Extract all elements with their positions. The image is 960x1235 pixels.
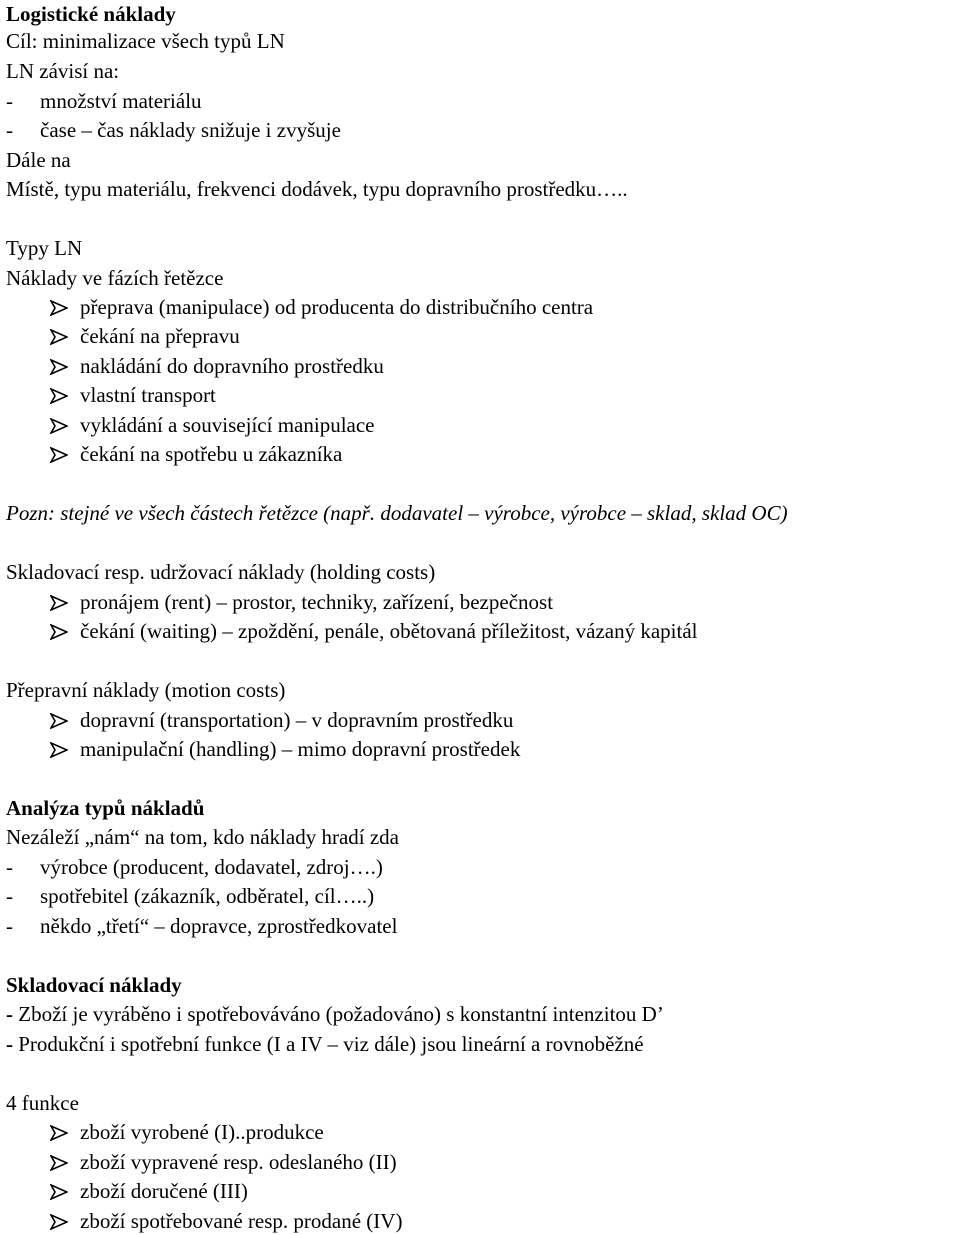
further-line: Dále na [6,148,71,172]
arrowhead-bullet-icon [50,418,68,434]
list-item-text: vykládání a související manipulace [80,413,375,437]
depends-line: LN závisí na: [6,59,120,83]
arrow-list-item [46,293,906,321]
heading-typy-ln: Typy LN [6,236,83,260]
list-item-text: dopravní (transportation) – v dopravním prostředku [80,708,514,732]
list-item-text: množství materiálu [40,89,202,113]
dash-marker: - [6,1032,19,1056]
heading-logisticke-naklady: Logistické náklady [6,2,176,26]
who-pays-line: Nezáleží „nám“ na tom, kdo náklady hradí zda [6,825,399,849]
arrowhead-bullet-icon [50,1125,68,1141]
dash-marker: - [6,118,13,142]
arrow-list-item [46,1177,906,1205]
dash-marker: - [6,884,13,908]
phases-line: Náklady ve fázích řetězce [6,266,224,290]
note-line: Pozn: stejné ve všech částech řetězce (např. dodavatel – výrobce, výrobce – sklad, sklad OC) [6,501,788,525]
arrow-list-item [46,322,906,350]
dash-marker: - [6,1002,19,1026]
dash-marker: - [6,914,13,938]
assumption-line-1 [6,1000,664,1028]
assumption-text: Zboží je vyráběno i spotřebováváno (požadováno) s konstantní intenzitou D’ [18,1002,664,1026]
arrow-list-item [46,1207,906,1235]
dash-marker: - [6,89,13,113]
list-item-text: manipulační (handling) – mimo dopravní prostředek [80,737,521,761]
arrowhead-bullet-icon [50,1184,68,1200]
arrow-list-item [46,706,906,734]
list-item-text: zboží vypravené resp. odeslaného (II) [80,1150,397,1174]
heading-analyza: Analýza typů nákladů [6,796,205,820]
arrow-list-item [46,1148,906,1176]
assumption-line-2 [6,1030,644,1058]
four-functions-line: 4 funkce [6,1091,79,1115]
arrow-list-item [46,1118,906,1146]
list-item-text: přeprava (manipulace) od producenta do distribučního centra [80,295,594,319]
arrow-list-item [46,411,906,439]
list-item-text: zboží vyrobené (I)..produkce [80,1120,324,1144]
arrowhead-bullet-icon [50,595,68,611]
arrowhead-bullet-icon [50,329,68,345]
list-item-text: vlastní transport [80,383,216,407]
goal-line: Cíl: minimalizace všech typů LN [6,29,285,53]
list-item-text: někdo „třetí“ – dopravce, zprostředkovatel [40,914,398,938]
place-line: Místě, typu materiálu, frekvenci dodávek, typu dopravního prostředku….. [6,177,628,201]
motion-costs-line: Přepravní náklady (motion costs) [6,678,286,702]
arrow-list-item [46,352,906,380]
arrowhead-bullet-icon [50,1214,68,1230]
arrowhead-bullet-icon [50,1155,68,1171]
list-item-text: zboží spotřebované resp. prodané (IV) [80,1209,403,1233]
arrowhead-bullet-icon [50,742,68,758]
assumption-text: Produkční i spotřební funkce (I a IV – viz dále) jsou lineární a rovnoběžné [18,1032,644,1056]
list-item-text: výrobce (producent, dodavatel, zdroj….) [40,855,383,879]
holding-costs-line: Skladovací resp. udržovací náklady (holding costs) [6,560,436,584]
arrow-list-item [46,735,906,763]
arrow-list-item [46,381,906,409]
list-item-text: zboží doručené (III) [80,1179,248,1203]
arrow-list-item [46,617,906,645]
list-item-text: spotřebitel (zákazník, odběratel, cíl…..) [40,884,375,908]
arrow-list-item [46,588,906,616]
arrowhead-bullet-icon [50,447,68,463]
arrowhead-bullet-icon [50,713,68,729]
list-item-text: pronájem (rent) – prostor, techniky, zařízení, bezpečnost [80,590,554,614]
arrowhead-bullet-icon [50,300,68,316]
list-item-text: nakládání do dopravního prostředku [80,354,384,378]
heading-skladovaci: Skladovací náklady [6,973,182,997]
list-item-text: čekání (waiting) – zpoždění, penále, obětovaná příležitost, vázaný kapitál [80,619,698,643]
list-item-text: čase – čas náklady snižuje i zvyšuje [40,118,341,142]
arrow-list-item [46,440,906,468]
arrowhead-bullet-icon [50,388,68,404]
arrowhead-bullet-icon [50,359,68,375]
list-item-text: čekání na spotřebu u zákazníka [80,442,343,466]
list-item-text: čekání na přepravu [80,324,240,348]
arrowhead-bullet-icon [50,624,68,640]
dash-marker: - [6,855,13,879]
